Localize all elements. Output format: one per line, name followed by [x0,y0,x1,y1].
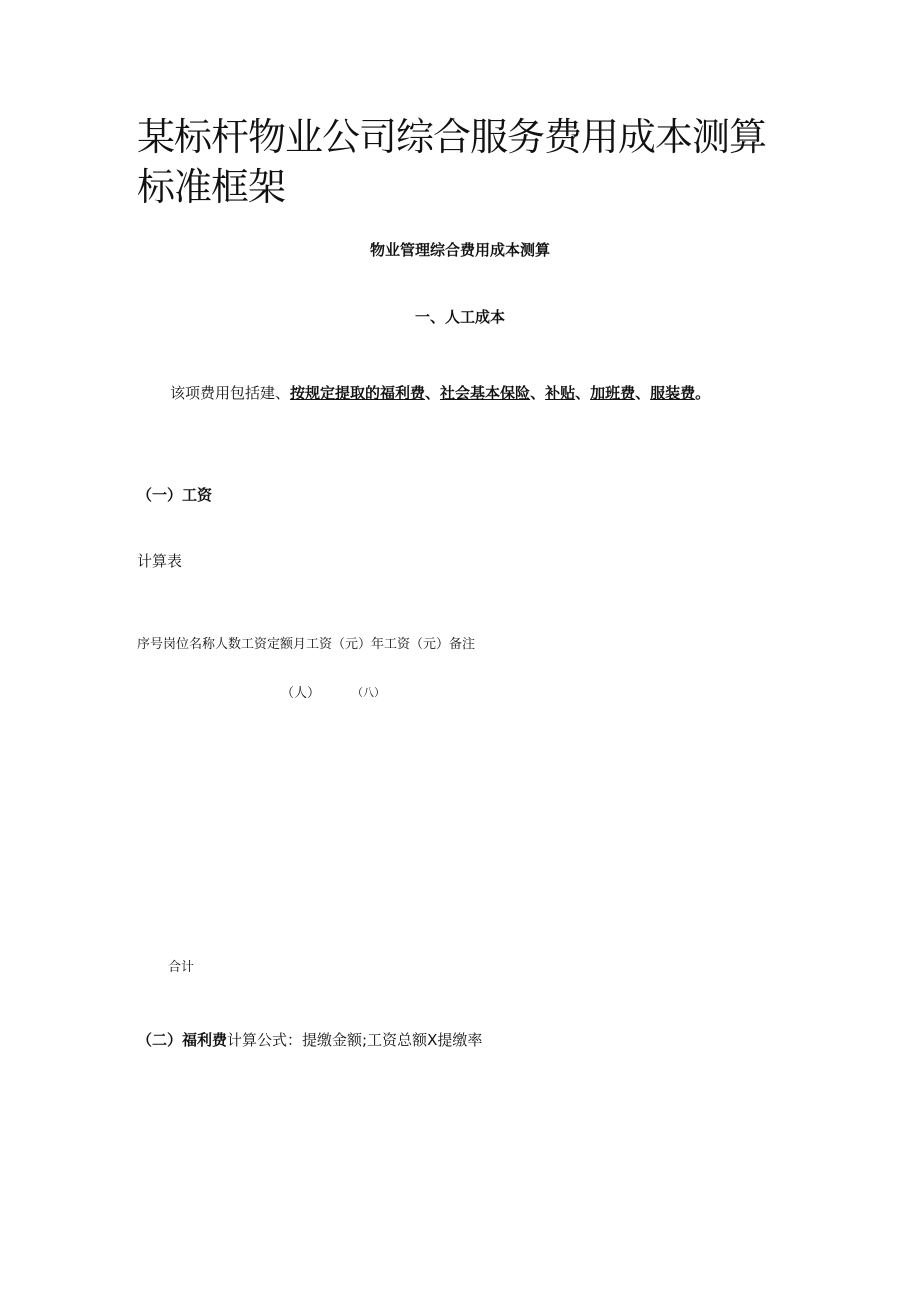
wage-table-header: 序号岗位名称人数工资定额月工资（元）年工资（元）备注 [137,637,476,652]
wage-heading: （一）工资 [137,486,213,504]
intro-item-welfare: 按规定提取的福利费 [290,384,426,402]
document-title: 某标杆物业公司综合服务费用成本测算标准框架 [137,115,767,209]
intro-paragraph [137,366,757,421]
intro-sep: 、 [635,384,651,402]
welfare-formula [137,1029,482,1050]
intro-suffix: 。 [695,384,711,402]
table-caption: 计算表 [137,552,183,570]
intro-item-overtime: 加班费 [590,384,636,402]
unit-label-quota: （八） [352,686,385,699]
total-label: 合计 [168,960,195,975]
intro-sep: 、 [530,384,546,402]
unit-label-persons: （人） [281,686,321,701]
intro-item-subsidy: 补贴 [545,384,576,402]
intro-sep: 、 [575,384,591,402]
section-heading-labor-cost: 一、人工成本 [414,308,505,326]
intro-item-insurance: 社会基本保险 [440,384,531,402]
welfare-formula-text: 计算公式：提缴金额;工资总额X提缴率 [227,1031,483,1049]
intro-sep: 、 [425,384,441,402]
welfare-heading: （二）福利费 [137,1031,228,1049]
document-subtitle: 物业管理综合费用成本测算 [369,241,550,259]
intro-item-clothing: 服装费 [650,384,696,402]
intro-prefix: 该项费用包括建、 [170,384,291,402]
